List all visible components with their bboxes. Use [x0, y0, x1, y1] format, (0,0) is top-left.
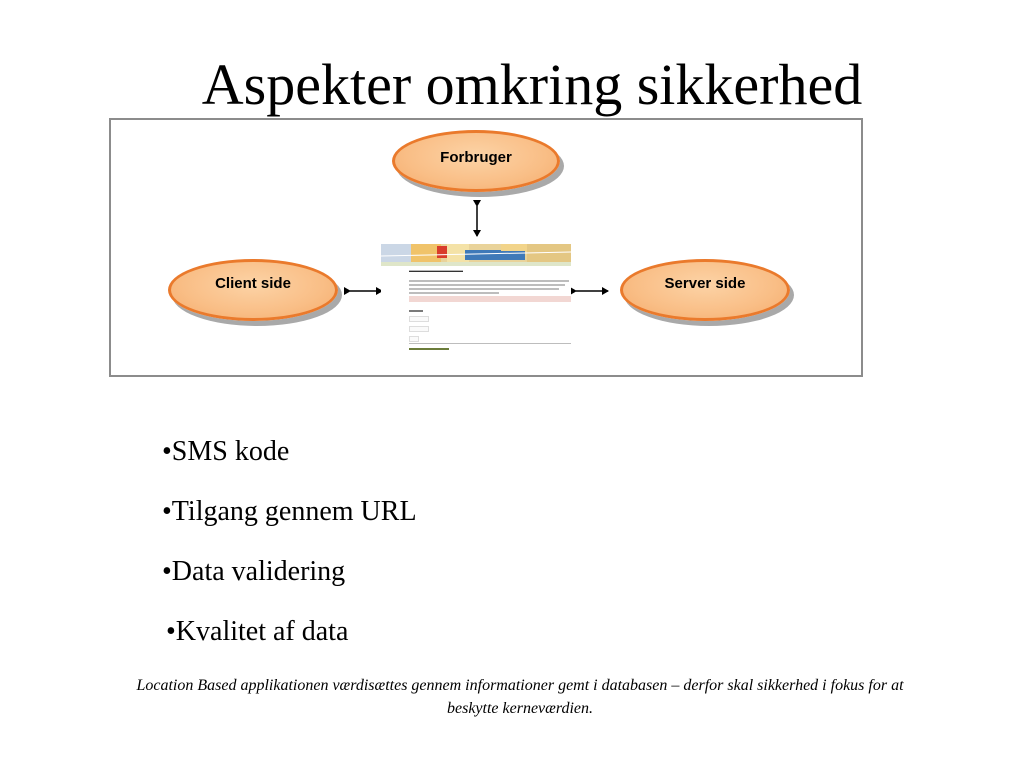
screenshot-heading: ▬▬▬▬▬▬▬▬▬▬▬▬	[409, 268, 463, 273]
bullet-item: •Data validering	[162, 556, 346, 587]
login-field	[409, 316, 429, 322]
bullet-item: •SMS kode	[162, 436, 290, 467]
login-section-bar	[409, 296, 571, 302]
text-line	[409, 280, 569, 282]
map-banner-image	[381, 244, 571, 262]
slide-title: Aspekter omkring sikkerhed	[201, 52, 863, 117]
bullet-item: •Tilgang gennem URL	[162, 496, 417, 527]
text-line	[409, 292, 499, 294]
register-link	[409, 348, 449, 350]
nav-bar	[381, 262, 571, 266]
divider	[409, 343, 571, 344]
node-server-side	[620, 259, 790, 321]
node-client-side	[168, 259, 338, 321]
text-line	[409, 288, 559, 290]
node-forbruger	[392, 130, 560, 192]
password-field	[409, 326, 429, 332]
node-client-side-label: Client side	[215, 275, 291, 292]
text-line	[409, 284, 565, 286]
bullet-item: •Kvalitet af data	[166, 616, 349, 647]
node-forbruger-label: Forbruger	[440, 149, 512, 166]
submit-field	[409, 336, 419, 342]
web-application-screenshot	[381, 244, 571, 354]
text-line	[409, 310, 423, 312]
node-server-side-label: Server side	[664, 275, 746, 292]
slide-caption: Location Based applikationen værdisættes gennem informationer gemt i databasen – derfor skal sikkerhed i fokus for at beskytte kerneværdien.	[136, 677, 904, 717]
